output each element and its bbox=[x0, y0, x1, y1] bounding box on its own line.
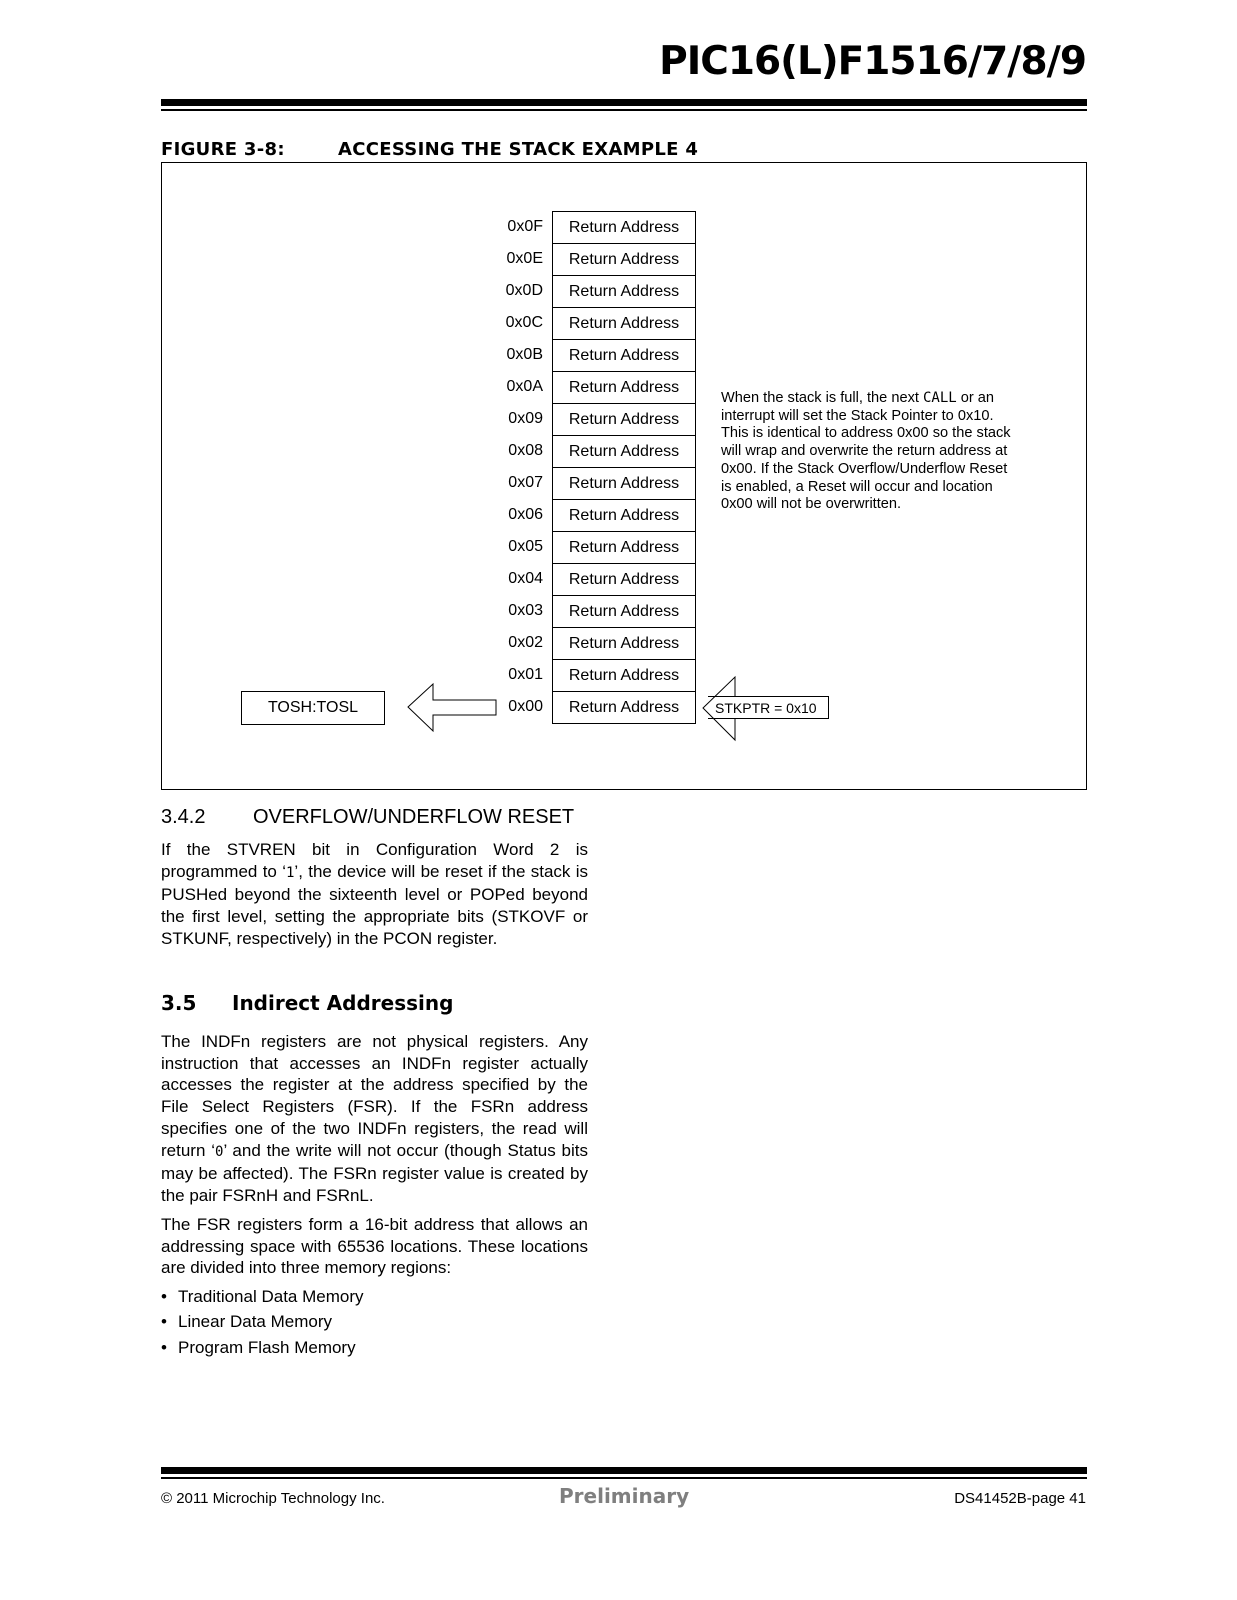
stack-address: 0x0B bbox=[506, 346, 543, 363]
stack-row bbox=[490, 627, 696, 659]
stack-address: 0x0A bbox=[506, 378, 543, 395]
section-title: Indirect Addressing bbox=[232, 991, 454, 1015]
tos-register-box: TOSH:TOSL bbox=[241, 691, 385, 725]
header-rule-thick bbox=[161, 99, 1087, 106]
footer-page-number: DS41452B-page 41 bbox=[954, 1490, 1086, 1507]
stack-row bbox=[490, 307, 696, 339]
stack-cell: Return Address bbox=[552, 595, 696, 627]
stack-cell: Return Address bbox=[552, 467, 696, 499]
stack-cell: Return Address bbox=[552, 531, 696, 563]
stack-cell: Return Address bbox=[552, 659, 696, 691]
stack-cell: Return Address bbox=[552, 435, 696, 467]
stack-cell: Return Address bbox=[552, 563, 696, 595]
footer-rule-thick bbox=[161, 1467, 1087, 1474]
section-number: 3.5 bbox=[161, 991, 197, 1015]
stack-row bbox=[490, 435, 696, 467]
figure-title: ACCESSING THE STACK EXAMPLE 4 bbox=[338, 139, 699, 160]
paragraph-overflow-reset: If the STVREN bit in Configuration Word 2 is programmed to ‘1’, the device will be reset if the stack is PUSHed beyond the sixteenth level or POPed beyond the first level, setting the appropriate bits (STKOVF or STKUNF, respectively) in the PCON register. bbox=[161, 840, 588, 948]
stack-full-note: When the stack is full, the next CALL or an interrupt will set the Stack Pointer to 0x10. This is identical to address 0x00 so the stack will wrap and overwrite the return address at 0x00. If the Stack Overflow/Underflow Reset is enabled, a Reset will occur and location 0x00 will not be overwritten. bbox=[721, 390, 1011, 513]
header-rule-thin bbox=[161, 109, 1087, 111]
stack-row bbox=[490, 499, 696, 531]
section-title: OVERFLOW/UNDERFLOW RESET bbox=[253, 806, 575, 828]
left-arrow-icon bbox=[405, 682, 500, 736]
stack-cell: Return Address bbox=[552, 211, 696, 243]
stack-cell: Return Address bbox=[552, 403, 696, 435]
section-number: 3.4.2 bbox=[161, 806, 206, 828]
stack-row bbox=[490, 371, 696, 403]
stack-address: 0x05 bbox=[508, 538, 543, 555]
stack-cell: Return Address bbox=[552, 499, 696, 531]
stack-address: 0x0D bbox=[505, 282, 543, 299]
list-item: • Linear Data Memory bbox=[161, 1312, 333, 1331]
list-item: • Program Flash Memory bbox=[161, 1338, 356, 1357]
stack-address: 0x08 bbox=[508, 442, 543, 459]
stack-row bbox=[490, 595, 696, 627]
stack-row bbox=[490, 403, 696, 435]
stack-address: 0x06 bbox=[508, 506, 543, 523]
stack-pointer-box: STKPTR = 0x10 bbox=[708, 696, 829, 719]
stack-address: 0x04 bbox=[508, 570, 543, 587]
stack-row bbox=[490, 467, 696, 499]
stack-address: 0x0F bbox=[507, 218, 543, 235]
stack-address: 0x01 bbox=[508, 666, 543, 683]
stack-row bbox=[490, 659, 696, 691]
footer-rule-thin bbox=[161, 1477, 1087, 1479]
stack-address: 0x03 bbox=[508, 602, 543, 619]
stack-address: 0x0C bbox=[505, 314, 543, 331]
stack-row bbox=[490, 339, 696, 371]
stack-address: 0x07 bbox=[508, 474, 543, 491]
paragraph-indf-registers: The INDFn registers are not physical registers. Any instruction that accesses an INDFn register actually accesses the register at the address specified by the File Select Registers (FSR). If the FSRn address specifies one of the two INDFn registers, the read will return ‘0’ and the write will not occur (though Status bits may be affected). The FSRn register value is created by the pair FSRnH and FSRnL. bbox=[161, 1032, 588, 1205]
stack-address: 0x02 bbox=[508, 634, 543, 651]
section-heading-3-4-2 bbox=[161, 806, 761, 832]
stack-address: 0x0E bbox=[506, 250, 543, 267]
stack-cell: Return Address bbox=[552, 243, 696, 275]
stack-row bbox=[490, 243, 696, 275]
footer-copyright: © 2011 Microchip Technology Inc. bbox=[161, 1490, 385, 1507]
figure-number: FIGURE 3-8: bbox=[161, 139, 285, 160]
paragraph-fsr-registers: The FSR registers form a 16-bit address that allows an addressing space with 65536 locations. These locations are divided into three memory regions: bbox=[161, 1215, 588, 1278]
stack-row bbox=[490, 563, 696, 595]
stack-cell: Return Address bbox=[552, 627, 696, 659]
document-title: PIC16(L)F1516/7/8/9 bbox=[659, 39, 1086, 84]
stack-address: 0x09 bbox=[508, 410, 543, 427]
footer-status: Preliminary bbox=[559, 1484, 690, 1508]
list-item: • Traditional Data Memory bbox=[161, 1287, 364, 1306]
stack-row bbox=[490, 211, 696, 243]
stack-row bbox=[490, 691, 696, 723]
stack-cell: Return Address bbox=[552, 339, 696, 371]
stack-cell: Return Address bbox=[552, 307, 696, 339]
stack-cell: Return Address bbox=[552, 371, 696, 403]
section-heading-3-5 bbox=[161, 991, 761, 1017]
stack-address: 0x00 bbox=[508, 698, 543, 715]
stack-cell: Return Address bbox=[552, 691, 696, 724]
stack-row bbox=[490, 275, 696, 307]
stack-row bbox=[490, 531, 696, 563]
stack-cell: Return Address bbox=[552, 275, 696, 307]
